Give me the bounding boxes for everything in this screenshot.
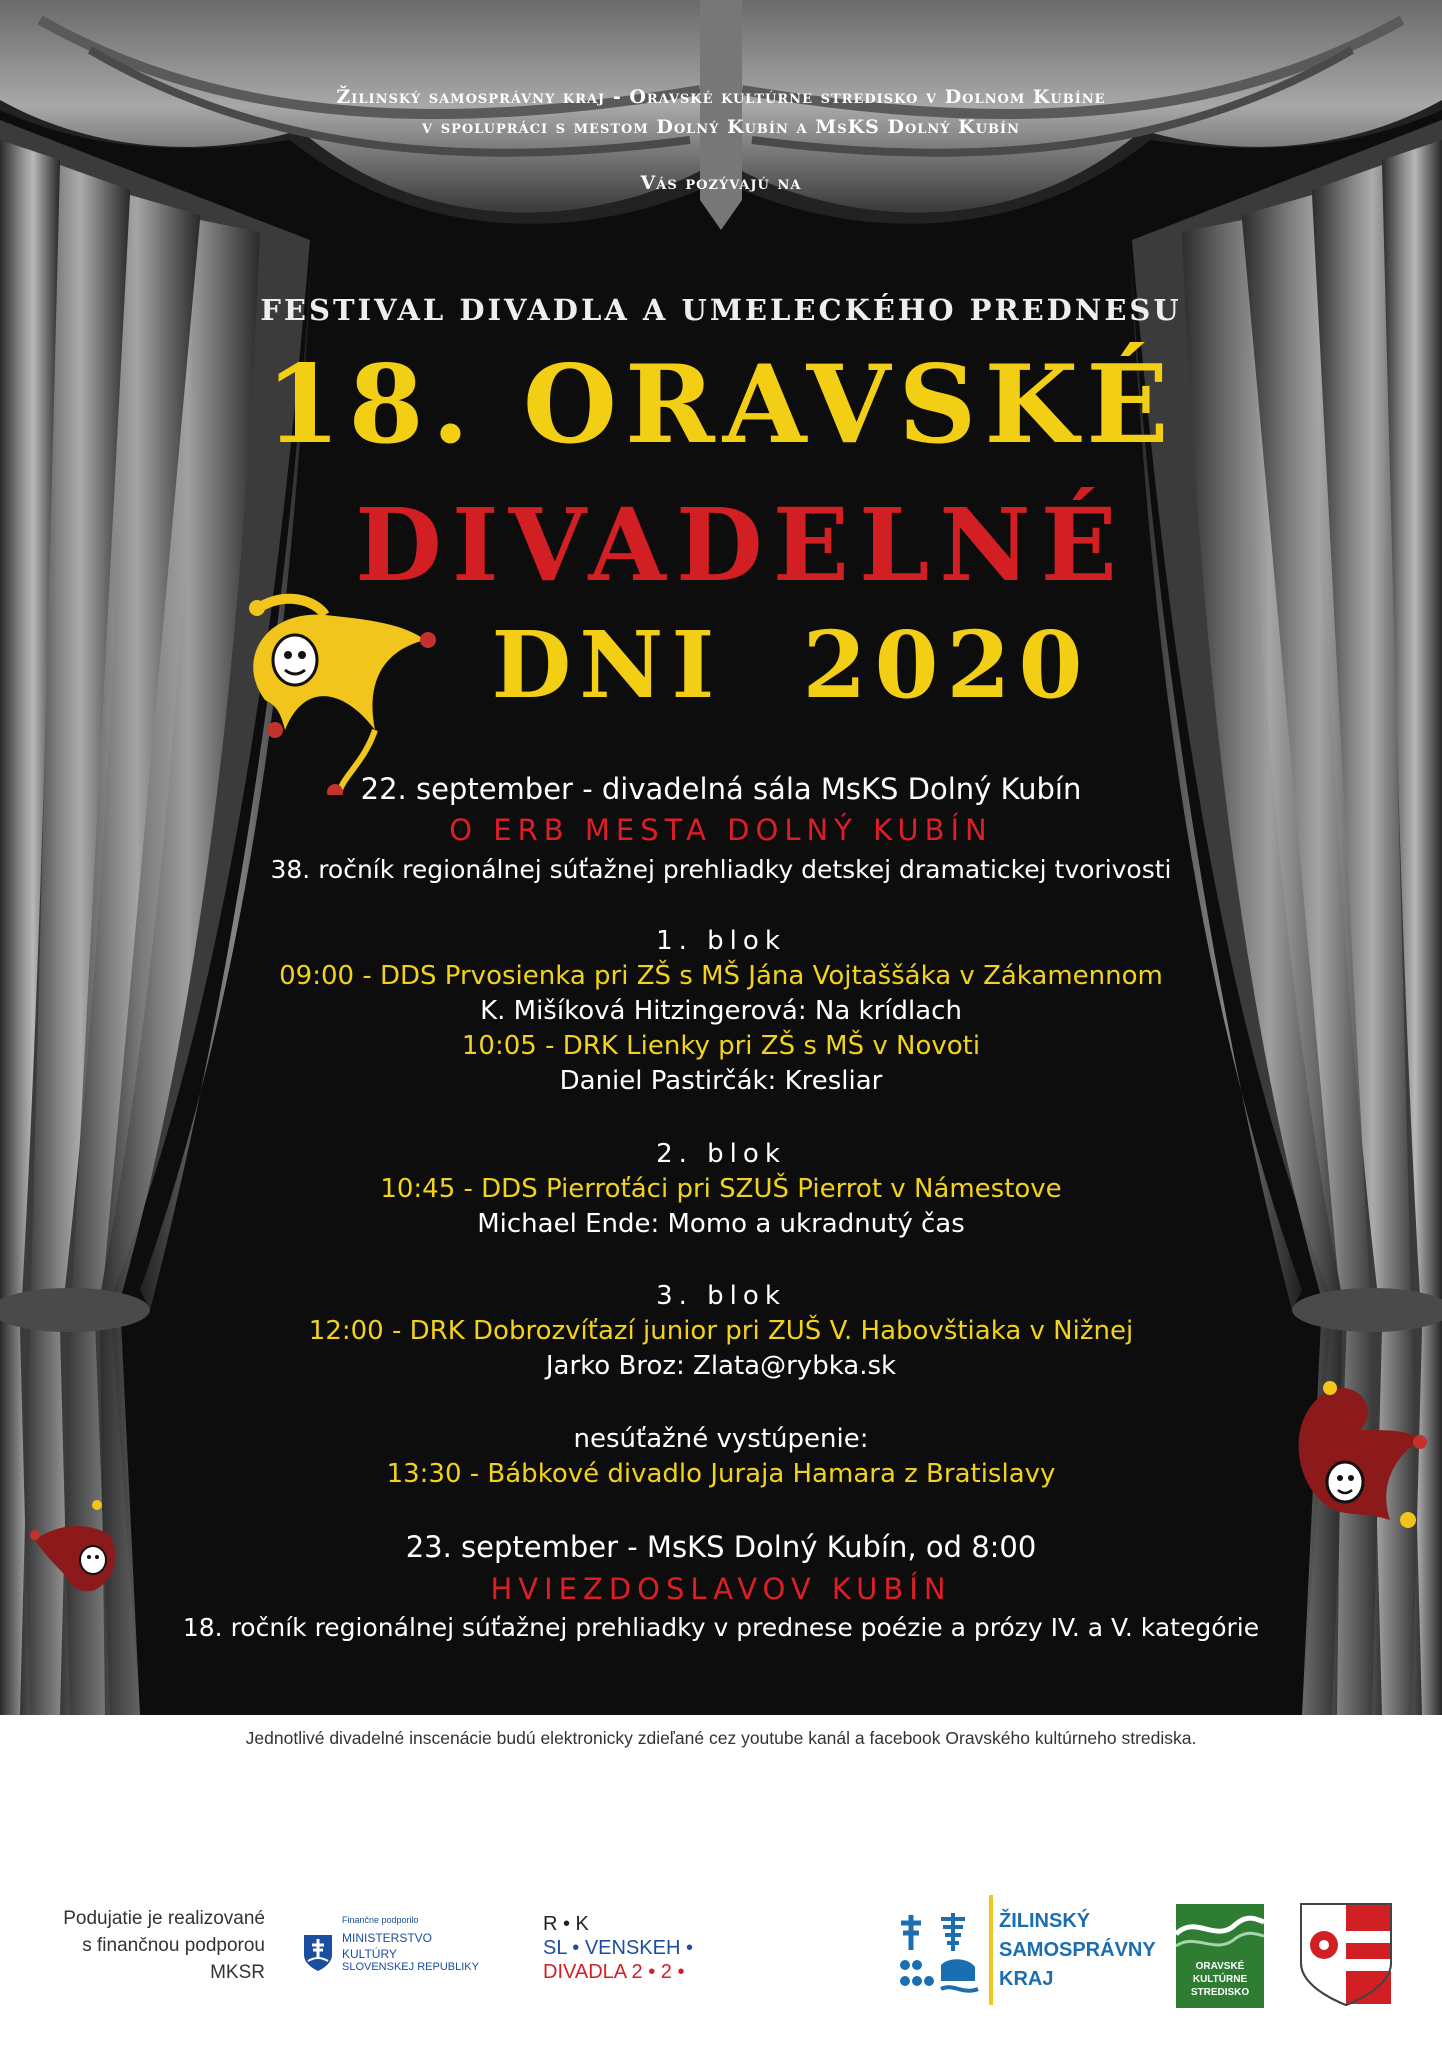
organizer-line-2: v spolupráci s mestom Dolný Kubín a MsKS Dolný Kubín xyxy=(422,116,1020,138)
ministry-culture-logo xyxy=(302,1913,512,1983)
block-1-item-1-group: 09:00 - DDS Prvosienka pri ZŠ s MŠ Jána Vojtaššáka v Zákamennom xyxy=(279,961,1163,991)
organizer-line-1: Žilinský samosprávny kraj - Oravské kultúrne stredisko v Dolnom Kubíne xyxy=(336,86,1106,108)
support-text xyxy=(20,1905,265,1986)
jester-hat-red-right-icon xyxy=(1280,1370,1430,1540)
zsk-emblem-icon xyxy=(893,1895,988,2005)
zsk-divider xyxy=(989,1895,993,2005)
block-3-item-1-group: 12:00 - DRK Dobrozvíťazí junior pri ZUŠ V. Habovštiaka v Nižnej xyxy=(308,1316,1134,1346)
rok-line-2: SL • VENSKEH • xyxy=(543,1937,693,1959)
day1-event: O ERB MESTA DOLNÝ KUBÍN xyxy=(449,813,993,847)
invite-text: Vás pozývajú na xyxy=(640,172,802,194)
day2-event: HVIEZDOSLAVOV KUBÍN xyxy=(490,1572,952,1606)
block-1-item-1-play: K. Mišíková Hitzingerová: Na krídlach xyxy=(480,996,962,1026)
rok-line-1: R • K xyxy=(543,1913,589,1935)
title-line-2: DIVADELNÉ xyxy=(355,486,1127,604)
slovak-coat-of-arms-icon xyxy=(302,1933,334,1973)
block-2-label: 2. blok xyxy=(656,1139,786,1169)
block-2-item-1-play: Michael Ende: Momo a ukradnutý čas xyxy=(477,1209,965,1239)
rok-slovenskeho-divadla-logo xyxy=(543,1912,723,1992)
ministry-small-label: Finančne podporilo xyxy=(342,1915,419,1925)
day1-heading: 22. september - divadelná sála MsKS Dolný Kubín xyxy=(360,772,1082,806)
day1-description: 38. ročník regionálnej súťažnej prehliadky detskej dramatickej tvorivosti xyxy=(270,855,1172,884)
zsk-line-1: ŽILINSKÝ xyxy=(999,1910,1091,1932)
block-3-label: 3. blok xyxy=(656,1281,786,1311)
ministry-line-2: KULTÚRY xyxy=(342,1947,397,1961)
footer-note: Jednotlivé divadelné inscenácie budú elektronicky zdieľané cez youtube kanál a facebook Oravského kultúrneho strediska. xyxy=(245,1728,1197,1748)
noncompetitive-item: 13:30 - Bábkové divadlo Juraja Hamara z Bratislavy xyxy=(386,1459,1056,1489)
block-1-label: 1. blok xyxy=(656,926,786,956)
zsk-text xyxy=(999,1907,1156,1994)
block-1-item-2-group: 10:05 - DRK Lienky pri ZŠ s MŠ v Novoti xyxy=(461,1031,981,1061)
title-line-3: DNI 2020 xyxy=(491,611,1091,719)
noncompetitive-label: nesúťažné vystúpenie: xyxy=(573,1424,869,1454)
block-1-item-2-play: Daniel Pastirčák: Kresliar xyxy=(559,1066,883,1096)
festival-subtitle: FESTIVAL DIVADLA A UMELECKÉHO PREDNESU xyxy=(260,293,1182,327)
block-3-item-1-play: Jarko Broz: Zlata@rybka.sk xyxy=(545,1351,897,1381)
oks-waves-icon xyxy=(1176,1904,1264,1954)
oks-text xyxy=(1176,1960,1264,1999)
support-line-1: Podujatie je realizované xyxy=(63,1908,265,1929)
ministry-line-3: SLOVENSKEJ REPUBLIKY xyxy=(342,1961,479,1973)
block-2-item-1-group: 10:45 - DDS Pierroťáci pri SZUŠ Pierrot v Námestove xyxy=(380,1174,1062,1204)
dolny-kubin-coat-of-arms-icon xyxy=(1298,1901,1394,2009)
oks-line-1: ORAVSKÉ xyxy=(1195,1961,1245,1972)
support-line-2: s finančnou podporou xyxy=(82,1935,265,1956)
rok-line-3: DIVADLA 2 • 2 • xyxy=(543,1961,685,1983)
oravske-kulturne-stredisko-logo xyxy=(1176,1904,1264,2008)
zsk-line-2: SAMOSPRÁVNY xyxy=(999,1939,1156,1961)
day2-heading: 23. september - MsKS Dolný Kubín, od 8:00 xyxy=(405,1530,1037,1564)
zilinsky-kraj-logo xyxy=(893,1895,1156,2010)
day2-description: 18. ročník regionálnej súťažnej prehliadky v prednese poézie a prózy IV. a V. kategórie xyxy=(182,1613,1260,1642)
zsk-line-3: KRAJ xyxy=(999,1968,1054,1990)
oks-line-2: KULTÚRNE xyxy=(1192,1974,1248,1985)
ministry-line-1: MINISTERSTVO xyxy=(342,1931,433,1945)
support-line-3: MKSR xyxy=(210,1962,265,1983)
oks-line-3: STREDISKO xyxy=(1190,1987,1250,1998)
title-line-1: 18. ORAVSKÉ xyxy=(265,342,1177,468)
